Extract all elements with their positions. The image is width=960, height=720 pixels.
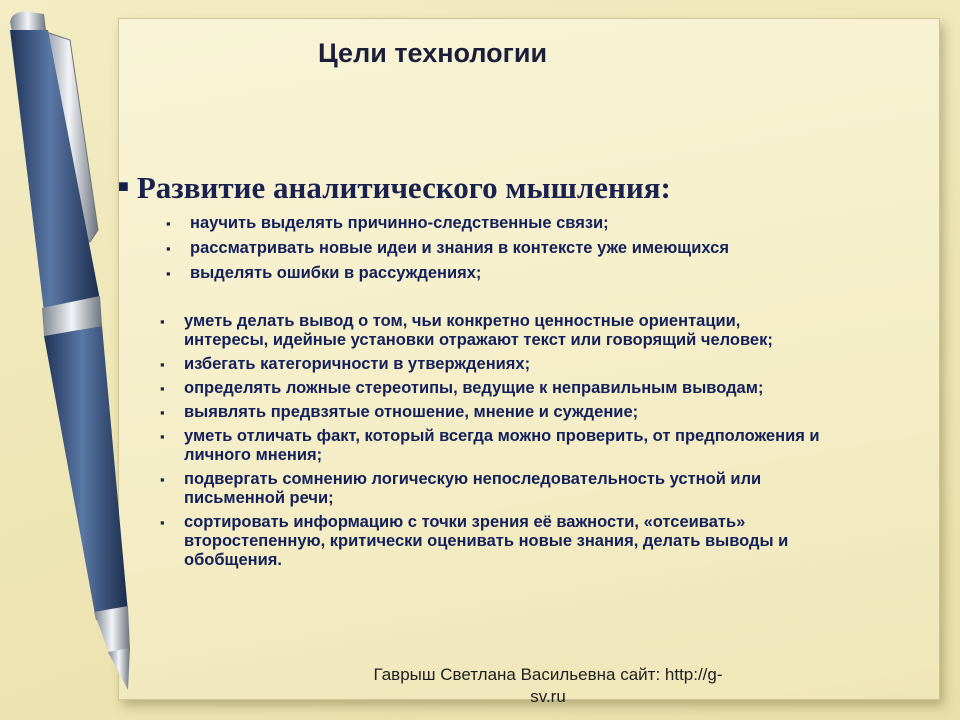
list-item-text: научить выделять причинно-следственные связи; [190,214,609,232]
list-item [166,239,750,258]
list-item-text: сортировать информацию с точки зрения её важности, «отсеивать» второстепенную, критически оценивать новые знания, делать выводы и обобщения. [184,513,789,569]
list-item-text: избегать категоричности в утверждениях; [184,355,531,373]
square-bullet-icon: ▪ [160,515,165,530]
square-bullet-icon: ▪ [166,216,171,231]
list-item-text: выявлять предвзятые отношение, мнение и суждение; [184,403,639,421]
list-item [160,470,824,508]
square-bullet-icon: ▪ [166,266,171,281]
section-heading-text: Развитие аналитического мышления: [136,170,671,205]
footer-line: Гаврыш Светлана Васильевна сайт: http://g- [373,665,723,684]
square-bullet-icon: ▪ [160,405,165,420]
square-bullet-icon: ▪ [160,381,165,396]
pen-icon [0,0,200,720]
footer-line: sv.ru [530,687,566,706]
square-bullet-icon: ▪ [160,472,165,487]
list-item-text: выделять ошибки в рассуждениях; [190,264,482,282]
list-item [166,214,750,233]
slide-title: Цели технологии [318,38,548,68]
list-item-text: рассматривать новые идеи и знания в контексте уже имеющихся [190,239,729,257]
list-item [160,312,824,350]
list-item [160,513,824,570]
square-bullet-icon: ▪ [160,429,165,444]
list-item [160,379,824,398]
square-bullet-icon: ■ [118,176,129,196]
square-bullet-icon: ▪ [160,314,165,329]
secondary-goal-list [160,312,824,575]
section-heading [118,170,878,206]
square-bullet-icon: ▪ [166,241,171,256]
list-item [160,355,824,374]
list-item-text: подвергать сомнению логическую непоследовательность устной или письменной речи; [184,470,762,507]
list-item [160,427,824,465]
list-item-text: определять ложные стереотипы, ведущие к неправильным выводам; [184,379,764,397]
footer-credit [348,664,748,708]
list-item-text: уметь делать вывод о том, чьи конкретно ценностные ориентации, интересы, идейные установки отражают текст или говорящий человек; [184,312,773,349]
square-bullet-icon: ▪ [160,357,165,372]
list-item-text: уметь отличать факт, который всегда можно проверить, от предположения и личного мнения; [184,427,820,464]
list-item [166,264,750,283]
primary-goal-list [166,214,750,289]
list-item [160,403,824,422]
